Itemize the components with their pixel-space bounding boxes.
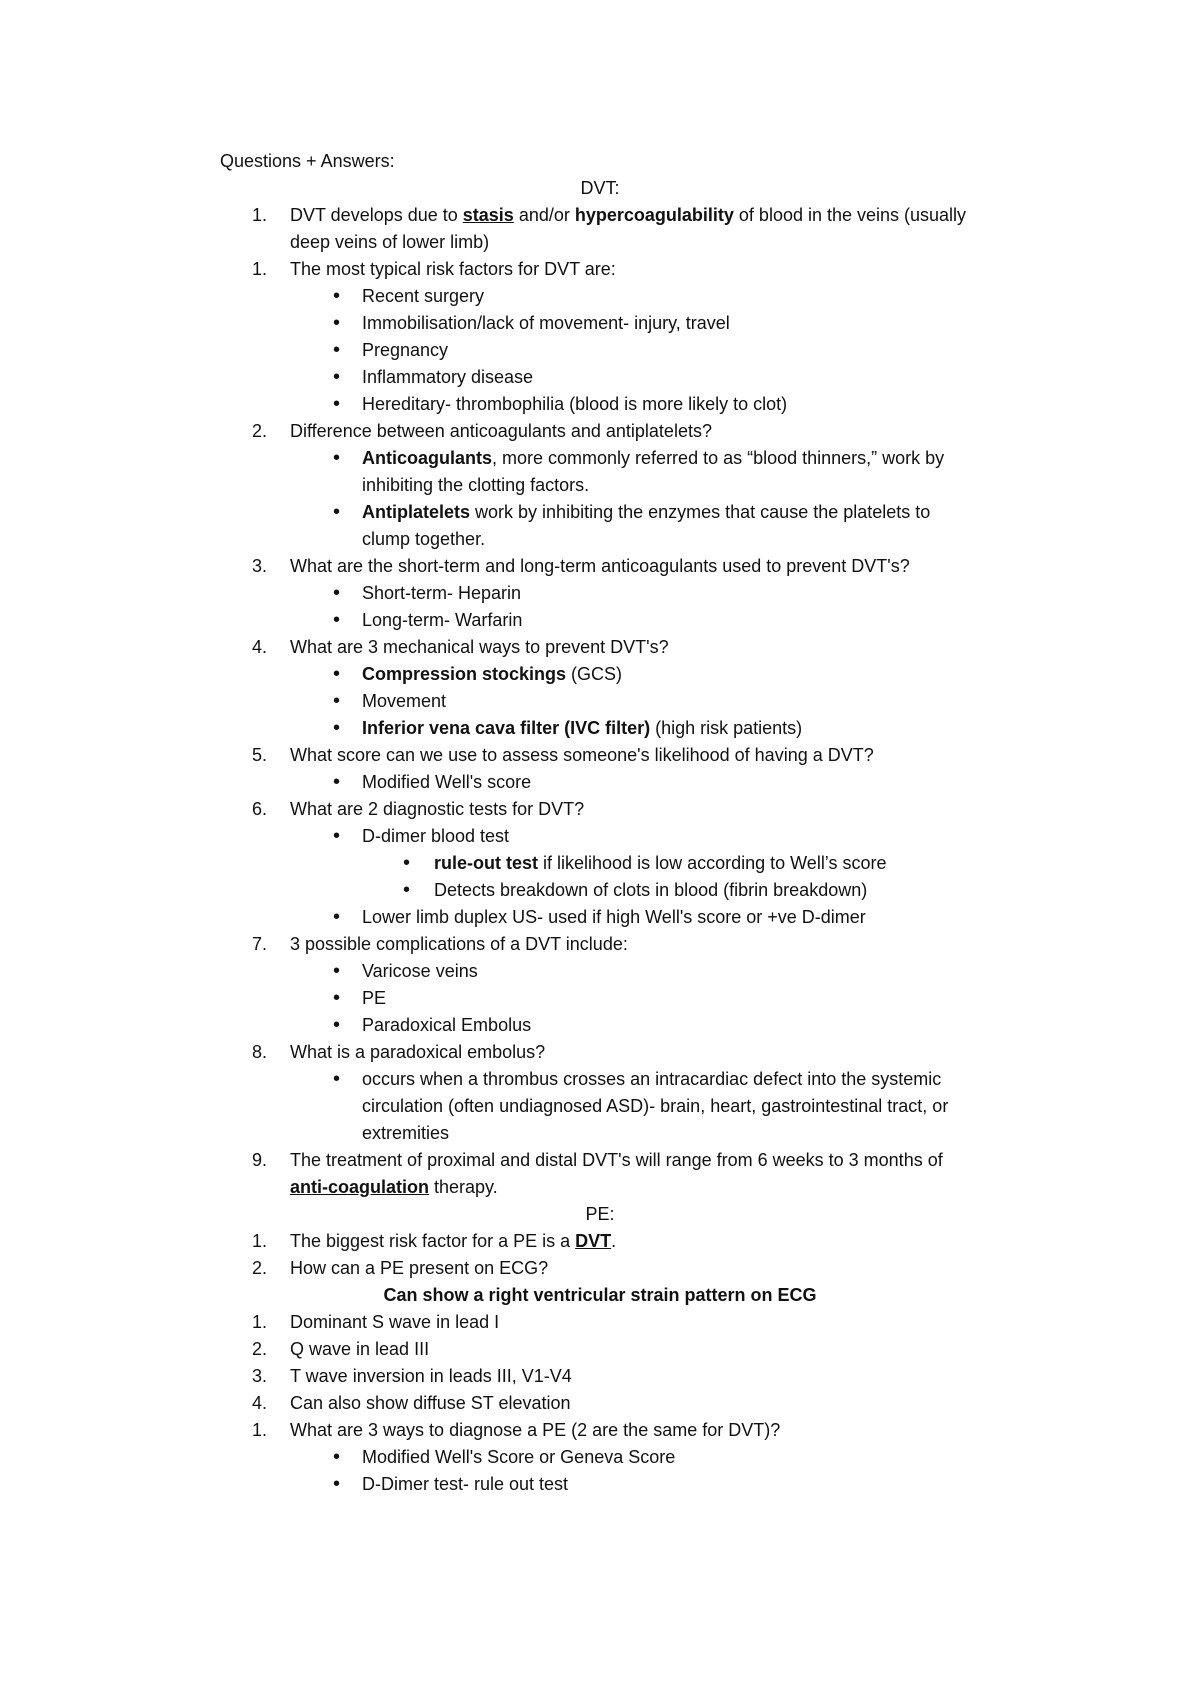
list-number: 8. (252, 1042, 268, 1062)
list-item-question: 3 possible complications of a DVT include: (290, 934, 628, 954)
sub-list-item: Immobilisation/lack of movement- injury, travel (362, 313, 730, 333)
sub-list-item: Anticoagulants, more commonly referred to as “blood thinners,” work by (362, 448, 945, 468)
sub-list-item: D-dimer blood test (362, 826, 510, 846)
bullet-icon: • (333, 960, 341, 982)
bullet-icon: • (333, 771, 341, 793)
list-number: 4. (252, 637, 268, 657)
list-item-ecg: Q wave in lead III (290, 1339, 430, 1359)
list-number: 1. (252, 1312, 268, 1332)
sub-list-item-continuation: circulation (often undiagnosed ASD)- brain, heart, gastrointestinal tract, or (362, 1096, 949, 1116)
list-number: 2. (252, 1258, 268, 1278)
pe-heading: PE: (585, 1204, 615, 1224)
list-item-ecg: Can also show diffuse ST elevation (290, 1393, 571, 1413)
sub-list-item-continuation: clump together. (362, 529, 486, 549)
bullet-icon: • (333, 1446, 341, 1468)
list-number: 1. (252, 259, 268, 279)
bullet-icon: • (333, 582, 341, 604)
sub-list-item: Paradoxical Embolus (362, 1015, 532, 1035)
list-item-question: What score can we use to assess someone's likelihood of having a DVT? (290, 745, 874, 765)
sub-sub-list-item: rule-out test if likelihood is low according to Well’s score (434, 853, 887, 873)
sub-list-item: Inflammatory disease (362, 367, 534, 387)
sub-list-item: Movement (362, 691, 447, 711)
sub-list-item: PE (362, 988, 387, 1008)
list-number: 6. (252, 799, 268, 819)
sub-list-item: Pregnancy (362, 340, 449, 360)
bullet-icon: • (333, 717, 341, 739)
list-item-continuation: deep veins of lower limb) (290, 232, 490, 252)
sub-list-item: Varicose veins (362, 961, 478, 981)
list-number: 7. (252, 934, 268, 954)
bullet-icon: • (333, 393, 341, 415)
bullet-icon: • (333, 690, 341, 712)
list-number: 5. (252, 745, 268, 765)
list-item-question: What are 3 mechanical ways to prevent DVT's? (290, 637, 669, 657)
list-number: 1. (252, 1420, 268, 1440)
sub-list-item: Modified Well's Score or Geneva Score (362, 1447, 676, 1467)
list-item-question: How can a PE present on ECG? (290, 1258, 549, 1278)
list-item-ecg: Dominant S wave in lead I (290, 1312, 500, 1332)
bullet-icon: • (333, 609, 341, 631)
bullet-icon: • (333, 1068, 341, 1090)
list-item-question: What are 2 diagnostic tests for DVT? (290, 799, 585, 819)
list-item-dvt-cause: DVT develops due to stasis and/or hypercoagulability of blood in the veins (usually (290, 205, 967, 225)
sub-list-item: Modified Well's score (362, 772, 532, 792)
sub-list-item-continuation: inhibiting the clotting factors. (362, 475, 590, 495)
list-number: 2. (252, 1339, 268, 1359)
list-item-question: What are 3 ways to diagnose a PE (2 are the same for DVT)? (290, 1420, 781, 1440)
bullet-icon: • (333, 1014, 341, 1036)
bullet-icon: • (333, 339, 341, 361)
sub-sub-list-item: Detects breakdown of clots in blood (fibrin breakdown) (434, 880, 868, 900)
bullet-icon: • (333, 312, 341, 334)
ecg-heading: Can show a right ventricular strain pattern on ECG (383, 1285, 817, 1305)
sub-list-item: Compression stockings (GCS) (362, 664, 623, 684)
list-number: 3. (252, 556, 268, 576)
bullet-icon: • (403, 879, 411, 901)
sub-list-item: Inferior vena cava filter (IVC filter) (high risk patients) (362, 718, 803, 738)
sub-list-item: Antiplatelets work by inhibiting the enzymes that cause the platelets to (362, 502, 931, 522)
list-item-question: What are the short-term and long-term anticoagulants used to prevent DVT's? (290, 556, 910, 576)
sub-list-item: Hereditary- thrombophilia (blood is more likely to clot) (362, 394, 788, 414)
list-item-ecg: T wave inversion in leads III, V1-V4 (290, 1366, 572, 1386)
list-item-question: What is a paradoxical embolus? (290, 1042, 546, 1062)
sub-list-item: Long-term- Warfarin (362, 610, 523, 630)
document-title: Questions + Answers: (220, 151, 395, 171)
bullet-icon: • (333, 1473, 341, 1495)
sub-list-item: Recent surgery (362, 286, 485, 306)
list-number: 2. (252, 421, 268, 441)
sub-list-item: occurs when a thrombus crosses an intracardiac defect into the systemic (362, 1069, 942, 1089)
bullet-icon: • (333, 501, 341, 523)
list-number: 1. (252, 205, 268, 225)
list-item-risk-factors: The most typical risk factors for DVT are: (290, 259, 616, 279)
list-item-pe-risk: The biggest risk factor for a PE is a DVT. (290, 1231, 617, 1251)
bullet-icon: • (333, 906, 341, 928)
sub-list-item: Short-term- Heparin (362, 583, 522, 603)
bullet-icon: • (333, 987, 341, 1009)
list-number: 4. (252, 1393, 268, 1413)
list-item-question: Difference between anticoagulants and antiplatelets? (290, 421, 712, 441)
list-item-continuation: anti-coagulation therapy. (290, 1177, 498, 1197)
bullet-icon: • (333, 285, 341, 307)
sub-list-item: D-Dimer test- rule out test (362, 1474, 569, 1494)
list-item-treatment: The treatment of proximal and distal DVT's will range from 6 weeks to 3 months of (290, 1150, 943, 1170)
bullet-icon: • (403, 852, 411, 874)
sub-list-item-continuation: extremities (362, 1123, 450, 1143)
list-number: 3. (252, 1366, 268, 1386)
dvt-heading: DVT: (580, 178, 620, 198)
bullet-icon: • (333, 366, 341, 388)
bullet-icon: • (333, 663, 341, 685)
bullet-icon: • (333, 825, 341, 847)
bullet-icon: • (333, 447, 341, 469)
list-number: 1. (252, 1231, 268, 1251)
list-number: 9. (252, 1150, 268, 1170)
sub-list-item: Lower limb duplex US- used if high Well's score or +ve D-dimer (362, 907, 866, 927)
